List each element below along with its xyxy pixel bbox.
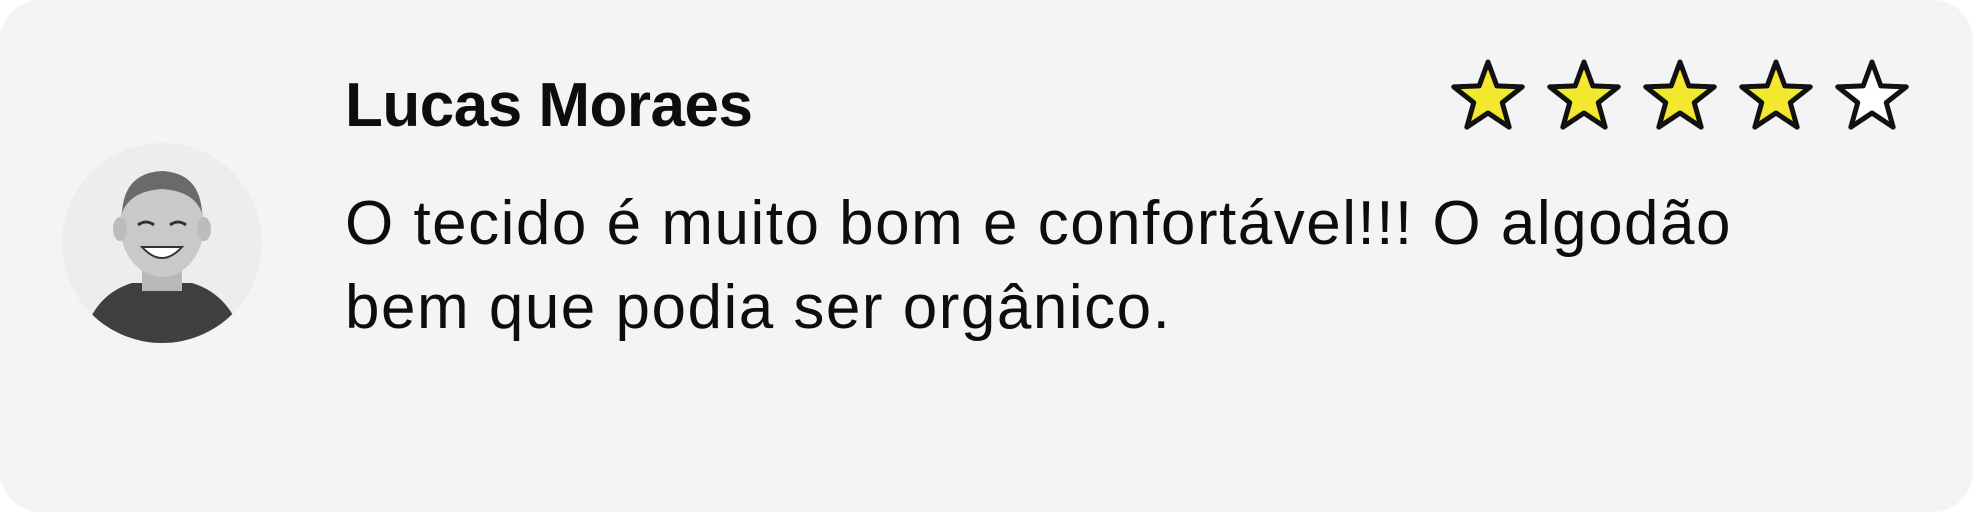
star-filled-icon[interactable] [1544,56,1624,136]
reviewer-name: Lucas Moraes [345,71,753,140]
review-comment: O tecido é muito bom e confortável!!! O algodão bem que podia ser orgânico. [345,189,1733,342]
star-filled-icon[interactable] [1448,56,1528,136]
avatar [62,143,262,343]
star-rating [1448,56,1912,136]
star-filled-icon[interactable] [1736,56,1816,136]
user-avatar-icon [62,143,262,343]
star-filled-icon[interactable] [1640,56,1720,136]
star-empty-icon[interactable] [1832,56,1912,136]
